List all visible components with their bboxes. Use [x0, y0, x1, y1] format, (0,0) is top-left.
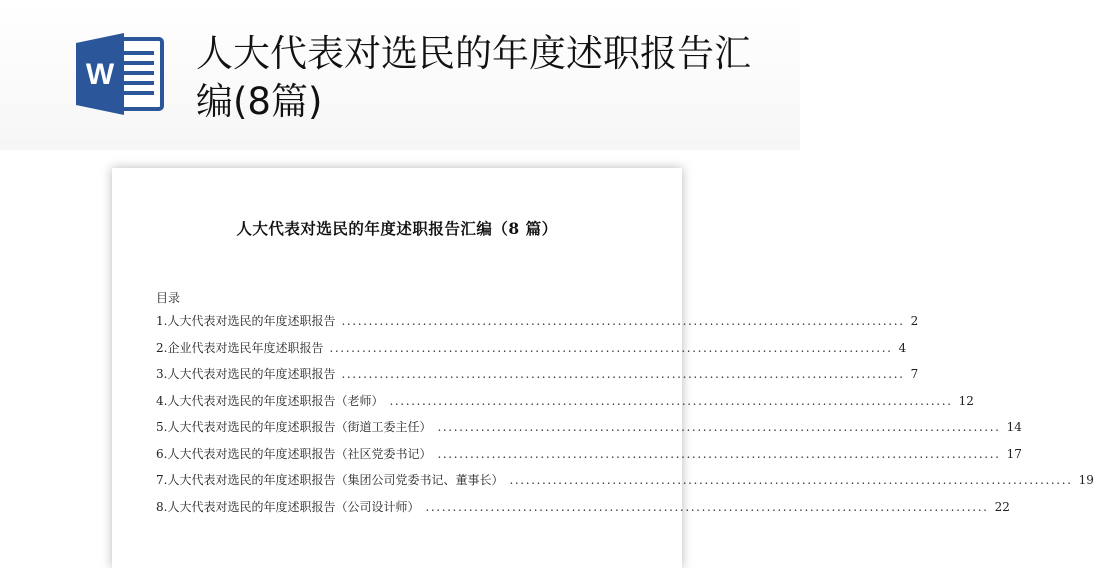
document-page — [112, 168, 1094, 568]
table-of-contents — [156, 312, 1094, 524]
dot-leader: ........................................................................................................ — [437, 420, 1001, 434]
toc-heading: 目录 — [156, 291, 181, 305]
toc-entry-label: 5.人大代表对选民的年度述职报告（街道工委主任） — [156, 420, 432, 434]
dot-leader: ........................................................................................................ — [329, 340, 893, 355]
toc-entry-page: 4 — [898, 340, 907, 355]
toc-entry-label: 6.人大代表对选民的年度述职报告（社区党委书记） — [156, 446, 432, 461]
toc-entry[interactable] — [156, 392, 974, 419]
toc-entry-page: 2 — [910, 314, 919, 328]
toc-entry-page: 12 — [958, 393, 974, 408]
toc-entry[interactable] — [156, 418, 1022, 445]
toc-entry[interactable] — [156, 445, 1022, 472]
document-title: 人大代表对选民的年度述职报告汇编（8 篇） — [236, 219, 558, 238]
toc-entry-label: 4.人大代表对选民的年度述职报告（老师） — [156, 393, 384, 408]
toc-entry[interactable] — [156, 339, 907, 366]
toc-entry-page: 19 — [1078, 473, 1094, 487]
toc-entry-label: 1.人大代表对选民的年度述职报告 — [156, 314, 336, 328]
dot-leader: ........................................................................................................ — [509, 473, 1073, 487]
dot-leader: ........................................................................................................ — [437, 446, 1001, 461]
toc-entry-page: 17 — [1006, 446, 1022, 461]
toc-entry-page: 7 — [910, 367, 919, 381]
dot-leader: ........................................................................................................ — [341, 367, 905, 381]
toc-entry[interactable] — [156, 365, 919, 392]
word-document-icon — [76, 33, 164, 115]
svg-text:W: W — [85, 58, 115, 91]
toc-entry[interactable] — [156, 498, 1010, 525]
page-title: 人大代表对选民的年度述职报告汇编(8篇) — [196, 32, 751, 123]
toc-entry-label: 7.人大代表对选民的年度述职报告（集团公司党委书记、董事长） — [156, 473, 504, 487]
toc-entry[interactable] — [156, 312, 919, 339]
dot-leader: ........................................................................................................ — [389, 393, 953, 408]
toc-entry-label: 2.企业代表对选民年度述职报告 — [156, 340, 324, 355]
toc-entry-page: 14 — [1006, 420, 1022, 434]
toc-entry[interactable] — [156, 471, 1094, 498]
toc-entry-label: 3.人大代表对选民的年度述职报告 — [156, 367, 336, 381]
dot-leader: ........................................................................................................ — [425, 499, 989, 514]
toc-entry-page: 22 — [994, 499, 1010, 514]
toc-entry-label: 8.人大代表对选民的年度述职报告（公司设计师） — [156, 499, 420, 514]
dot-leader: ........................................................................................................ — [341, 314, 905, 328]
